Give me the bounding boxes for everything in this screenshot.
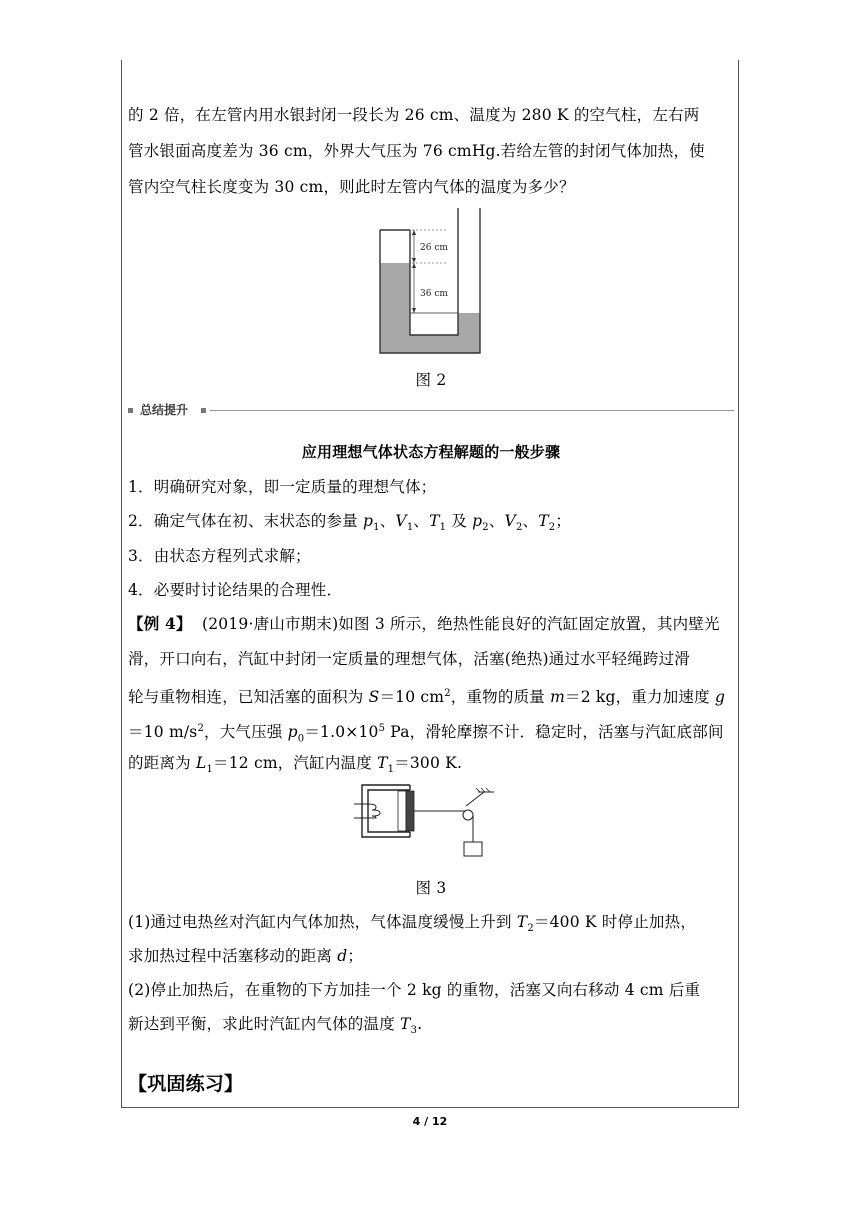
label-36cm: 36 cm	[420, 289, 448, 299]
example-4-tag: 【例 4】	[128, 614, 192, 633]
example-4-line-1: 【例 4】 (2019·唐山市期末)如图 3 所示，绝热性能良好的汽缸固定放置，其内壁光	[128, 614, 720, 633]
piston	[406, 791, 414, 831]
problem-line-1: 的 2 倍，在左管内用水银封闭一段长为 26 cm、温度为 280 K 的空气柱，左右两	[128, 106, 700, 124]
example-4-line-4: ＝10 $m/s^2$，大气压强 $p_0=1.0\times 10^5$ Pa，滑轮摩擦不计．稳定时，活塞与汽缸底部间	[128, 723, 724, 745]
problem-line-3: 管内空气柱长度变为 30 cm，则此时左管内气体的温度为多少？	[128, 178, 575, 196]
divider-line	[210, 410, 734, 411]
figure-3-cylinder	[354, 782, 504, 862]
page-number: 4 / 12	[412, 1115, 448, 1128]
question-1-line-1: (1)通过电热丝对汽缸内气体加热，气体温度缓慢上升到 $T_2=400$ K 时停止加热，	[128, 913, 697, 935]
summary-bar	[128, 400, 734, 422]
figure-2-u-tube	[378, 208, 484, 356]
right-mercury	[458, 313, 480, 335]
practice-heading: 【巩固练习】	[128, 1073, 244, 1095]
summary-label: 总结提升	[140, 403, 189, 417]
heater-coil	[368, 804, 380, 818]
question-2-line-1: (2)停止加热后，在重物的下方加挂一个 2 kg 的重物，活塞又向右移动 4 cm 后重	[128, 981, 701, 999]
figure-2-caption: 图 2	[415, 371, 447, 389]
step-3: 3．由状态方程列式求解；	[128, 547, 311, 565]
bullet-square-icon	[201, 408, 206, 413]
pulley	[463, 810, 473, 820]
step-4: 4．必要时讨论结果的合理性．	[128, 581, 343, 599]
bullet-square-icon	[128, 408, 133, 413]
step-2: 2．确定气体在初、末状态的参量 $p_1$、$V_1$、$T_1$ 及 $p_2$、$V_2$、$T_2$；	[128, 512, 572, 534]
bottom-mercury	[380, 335, 480, 353]
problem-line-2: 管水银面高度差为 36 cm，外界大气压为 76 cmHg.若给左管的封闭气体加热，使	[128, 142, 705, 160]
question-2-line-2: 新达到平衡，求此时汽缸内气体的温度 $T_3$.	[128, 1015, 423, 1037]
figure-3-caption: 图 3	[415, 879, 447, 897]
question-1-line-2: 求加热过程中活塞移动的距离 d；	[128, 947, 364, 965]
example-4-line-2: 滑，开口向右，汽缸中封闭一定质量的理想气体，活塞(绝热)通过水平轻绳跨过滑	[128, 650, 690, 668]
step-1: 1．明确研究对象，即一定质量的理想气体；	[128, 478, 437, 496]
weight-block	[464, 842, 482, 856]
summary-title: 应用理想气体状态方程解题的一般步骤	[301, 443, 561, 461]
example-4-line-3: 轮与重物相连，已知活塞的面积为 S＝10 $cm^2$，重物的质量 m＝2 kg，重力加速度 g	[128, 688, 726, 707]
example-4-line-5: 的距离为 $L_1=12$ cm，汽缸内温度 $T_1=300$ K.	[128, 754, 463, 776]
label-26cm: 26 cm	[420, 243, 448, 253]
